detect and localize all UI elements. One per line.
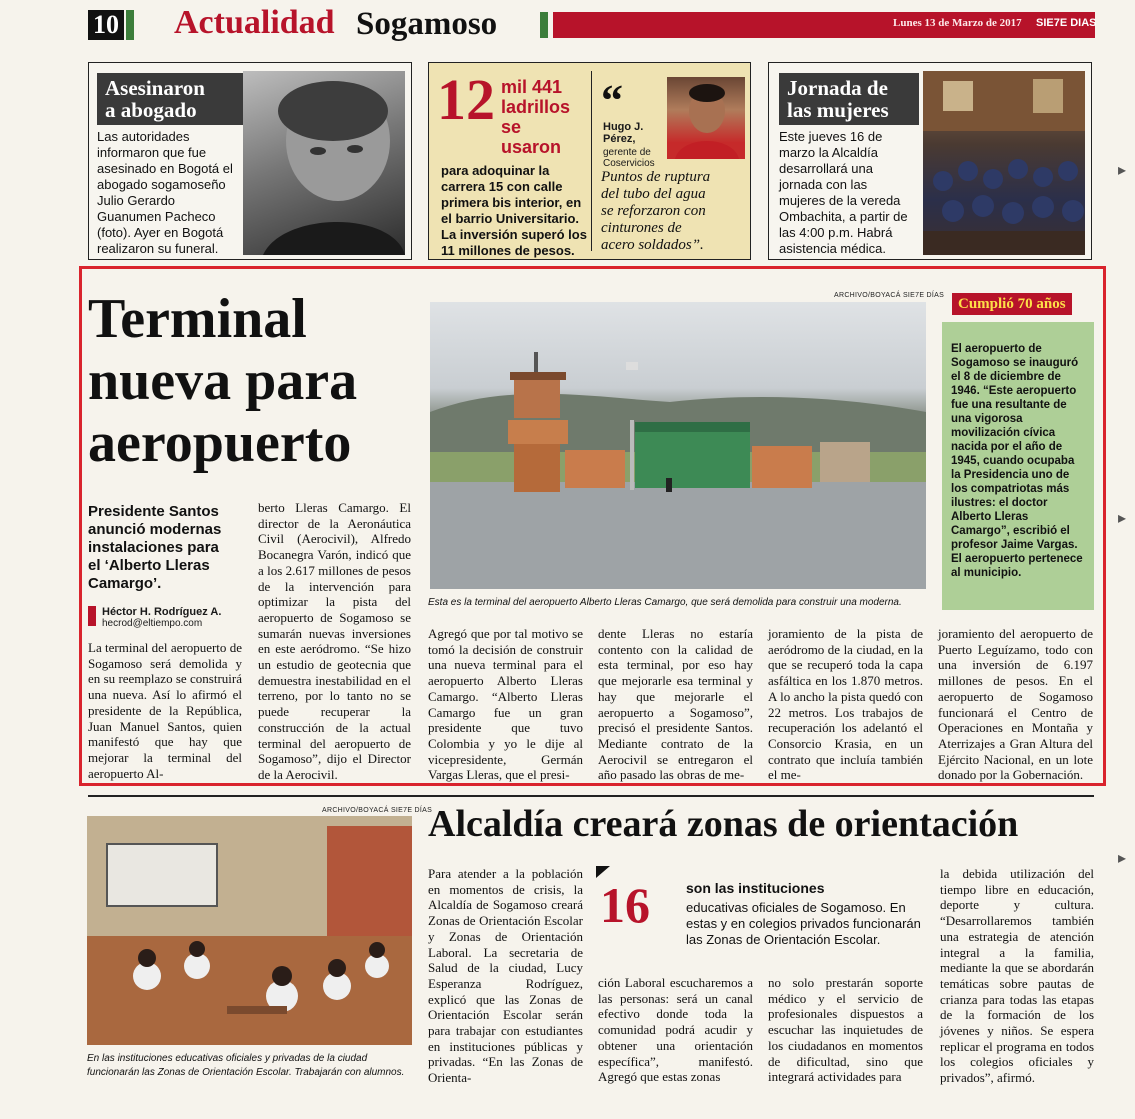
text-line: al municipio. bbox=[951, 567, 1022, 579]
sidebar-text bbox=[951, 342, 1091, 580]
text-line: los compatriotas más bbox=[951, 483, 1070, 495]
text-line: realizaron su funeral. bbox=[97, 241, 219, 256]
portrait-illustration bbox=[243, 71, 405, 255]
text-line: movilización cívica bbox=[951, 427, 1056, 439]
text-line: El aeropuerto de bbox=[951, 343, 1042, 355]
subhead-line: instalaciones para bbox=[88, 539, 219, 556]
text-line: jornada con las bbox=[779, 177, 868, 192]
photo-caption-line: funcionarán las Zonas de Orientación Escolar. Trabajarán con alumnos. bbox=[87, 1067, 405, 1078]
text-line: usaron bbox=[501, 137, 562, 157]
text-line: Camargo”, escribió el bbox=[951, 525, 1070, 537]
newspaper-name: SIE7E DIAS bbox=[1036, 17, 1097, 29]
stat-text bbox=[686, 900, 922, 948]
quote-person-role bbox=[603, 147, 655, 169]
text-line: las 4:00 p.m. Habrá bbox=[779, 225, 893, 240]
classroom-illustration bbox=[87, 816, 412, 1045]
text-line: mujeres de la vereda bbox=[779, 193, 901, 208]
text-line: Hugo J. bbox=[603, 121, 644, 133]
text-line: se reforzaron con bbox=[601, 203, 706, 219]
brick-number: 12 bbox=[437, 67, 495, 132]
news-brief-murder bbox=[88, 62, 412, 260]
text-line: las Zonas de Orientación Escolar. bbox=[686, 932, 881, 947]
text-line: marzo la Alcaldía bbox=[779, 145, 878, 160]
text-line: Coservicios bbox=[603, 158, 655, 169]
text-line: El aeropuerto pertenece bbox=[951, 553, 1083, 565]
text-line: Puntos de ruptura bbox=[601, 169, 711, 185]
text-line: 1945, cuando ocupaba bbox=[951, 455, 1075, 467]
chevron-right-icon[interactable]: ▸ bbox=[1118, 508, 1127, 527]
text-line: acero soldados”. bbox=[601, 237, 704, 253]
quote-mark: “ bbox=[601, 76, 623, 125]
second-column-4: la debida utilización del tiempo libre en educación, deporte y cultura. “Desarrollaremos también una estrategia de atención integral a la familia, mediante la que se abordarán temáticas sobre pautas de crianza para todas las etapas de la formación de los jóvenes y niños. Se espera replicar el programa en todos los colegios oficiales y privados”, afirmó. bbox=[940, 866, 1094, 1086]
text-line: desarrollará una bbox=[779, 161, 873, 176]
crowd-illustration bbox=[923, 71, 1085, 255]
text-line: ladrillos bbox=[501, 97, 571, 117]
text-line: carrera 15 con calle bbox=[441, 179, 563, 194]
brick-number-text bbox=[501, 77, 570, 157]
news-brief-bricks bbox=[428, 62, 751, 260]
sidebar-tag: Cumplió 70 años bbox=[952, 293, 1072, 315]
manager-photo bbox=[667, 77, 745, 159]
text-line: 1946. “Este aeropuerto bbox=[951, 385, 1077, 397]
text-line: educativas oficiales de Sogamoso. En bbox=[686, 900, 906, 915]
headline-line: aeropuerto bbox=[88, 412, 352, 474]
main-headline bbox=[88, 288, 428, 474]
subhead-line: Presidente Santos bbox=[88, 503, 219, 520]
classroom-photo bbox=[87, 816, 412, 1045]
text-line: informaron que fue bbox=[97, 145, 207, 160]
text-line: fue una resultante de bbox=[951, 399, 1067, 411]
page-number: 10 bbox=[88, 10, 124, 40]
stat-number: 16 bbox=[600, 877, 650, 933]
section-title: Actualidad bbox=[174, 4, 335, 41]
article-column-1: La terminal del aeropuerto de Sogamoso será demolida y en su reemplazo se construirá una nueva. Así lo afirmó el presidente de la República, Juan Manuel Santos, quien manifestó que hay que mejorar la terminal del aeropuerto Al- bbox=[88, 640, 242, 781]
article-column-4: dente Lleras no estaría contento con la calidad de esta terminal, por eso hay que mejorarle esa terminal y hay que mejorarle el aeropuerto a Sogamoso”, precisó el presidente Santos. Mediante contrato de la Aerocivil se entregaron el año pasado las obras de me- bbox=[598, 626, 753, 783]
subhead-line: anunció modernas bbox=[88, 521, 222, 538]
airport-illustration bbox=[430, 302, 926, 589]
header-accent-bar bbox=[540, 12, 548, 38]
main-subhead bbox=[88, 503, 248, 593]
section-divider bbox=[88, 795, 1094, 797]
text-line: asistencia médica. bbox=[779, 241, 886, 256]
lawyer-photo bbox=[243, 71, 405, 255]
text-line: Alberto Lleras bbox=[951, 511, 1029, 523]
text-line: Las autoridades bbox=[97, 129, 190, 144]
text-line: Sogamoso se inauguró bbox=[951, 357, 1079, 369]
photo-caption-line: En las instituciones educativas oficiales y privadas de la ciudad bbox=[87, 1053, 368, 1064]
quote-text bbox=[601, 169, 747, 254]
author-accent bbox=[88, 606, 96, 626]
brick-text bbox=[441, 163, 591, 259]
photo-credit: ARCHIVO/BOYACÁ SIE7E DÍAS bbox=[834, 292, 945, 299]
second-column-2: ción Laboral escucharemos a las personas: será un canal efectivo donde toda la comunidad podrá acudir y obtener una orientación específica”, manifestó. Agregó que estas zonas bbox=[598, 975, 753, 1085]
brief-title bbox=[97, 73, 247, 125]
text-line: profesor Jaime Vargas. bbox=[951, 539, 1078, 551]
brief-text bbox=[97, 129, 243, 257]
text-line: Pérez, bbox=[603, 133, 636, 145]
second-headline: Alcaldía creará zonas de orientación bbox=[428, 803, 1019, 845]
article-column-6: joramiento del aeropuerto de Puerto Leguízamo, todo con una inversión de 6.197 millones de pesos. En el aeropuerto de Sogamoso funcionará el Centro de Operaciones en Montaña y Aterrizajes a Gran Altura del Ejército Nacional, en un lote donado por la Gobernación. bbox=[938, 626, 1093, 783]
text-line: Guanumen Pacheco bbox=[97, 209, 216, 224]
author-email[interactable]: hecrod@eltiempo.com bbox=[102, 618, 203, 629]
text-line: 11 millones de pesos. bbox=[441, 243, 575, 258]
stat-box bbox=[598, 866, 922, 962]
text-line: del tubo del agua bbox=[601, 186, 706, 202]
brief-title-line: Jornada de bbox=[787, 76, 888, 100]
text-line: una vigorosa bbox=[951, 413, 1023, 425]
subhead-line: el ‘Alberto Lleras bbox=[88, 557, 210, 574]
second-column-3: no solo prestarán soporte médico y el servicio de profesionales dispuestos a escuchar las inquietudes de los ciudadanos en momentos de dificultad, sino que integrará actividades para bbox=[768, 975, 923, 1085]
sidebar-box bbox=[942, 322, 1094, 610]
text-line: La inversión superó los bbox=[441, 227, 587, 242]
article-column-2: berto Lleras Camargo. El director de la Aeronáutica Civil (Aerocivil), Alfredo Bocanegra Varón, indicó que a los 2.617 millones de pesos de la intervención para optimizar la pista del aeropuerto de Sogamoso se sumarán nuevas inversiones en este aeródromo. “Se hizo un estudio de geotecnia que demuestra inestabilidad en el terreno, por lo tanto no se puede recuperar la construcción de la actual terminal del aeropuerto de Sogamoso”, dijo el Director de la Aerocivil. bbox=[258, 500, 411, 782]
chevron-right-icon[interactable]: ▸ bbox=[1118, 160, 1127, 179]
headline-line: nueva para bbox=[88, 350, 358, 412]
second-column-1: Para atender a la población en momentos de crisis, la Alcaldía de Sogamoso creará Zonas de Orientación Escolar y Zonas de Orientación Laboral. La secretaria de Salud de la ciudad, Lucy Esperanza Rodríguez, explicó que las Zonas de Orientación Escolar serán para trabajar con estudiantes en instituciones públicas y privadas. “En las Zonas de Orienta- bbox=[428, 866, 583, 1086]
stat-title: son las instituciones bbox=[686, 880, 825, 896]
text-line: el 8 de diciembre de bbox=[951, 371, 1061, 383]
airport-terminal-photo bbox=[430, 302, 926, 589]
column-divider bbox=[591, 71, 592, 251]
headline-line: Terminal bbox=[88, 288, 307, 350]
women-event-photo bbox=[923, 71, 1085, 255]
text-line: la Presidencia uno de bbox=[951, 469, 1070, 481]
article-column-3: Agregó que por tal motivo se tomó la decisión de construir una nueva terminal para el aeropuerto Alberto Lleras Camargo. “Alberto Lleras Camargo fue un gran presidente que tuvo Colombia y yo le dije al vicepresidente, Germán Vargas Lleras, que el presi- bbox=[428, 626, 583, 783]
photo-caption: Esta es la terminal del aeropuerto Alberto Lleras Camargo, que será demolida para construir una moderna. bbox=[428, 597, 902, 608]
text-line: ilustres: el doctor bbox=[951, 497, 1048, 509]
brief-title bbox=[779, 73, 919, 125]
brief-title-line: a abogado bbox=[105, 98, 197, 122]
photo-credit: ARCHIVO/BOYACÁ SIE7E DÍAS bbox=[322, 807, 433, 814]
section-city: Sogamoso bbox=[356, 6, 498, 42]
quote-person bbox=[603, 121, 643, 145]
text-line: se bbox=[501, 117, 522, 137]
text-line: asesinado en Bogotá el bbox=[97, 161, 233, 176]
article-column-5: joramiento de la pista de aeródromo de la ciudad, en la que se recuperó toda la capa asfáltica en los 1.870 metros. A lo ancho la pista quedó con 22 metros. Los trabajos de recuperación los adelantó el Consorcio Krasia, en un contrato que incluía también el me- bbox=[768, 626, 923, 783]
subhead-line: Camargo’. bbox=[88, 575, 162, 592]
page-number-accent bbox=[126, 10, 134, 40]
text-line: primera bis interior, en bbox=[441, 195, 582, 210]
portrait-illustration bbox=[667, 77, 745, 159]
author-name: Héctor H. Rodríguez A. bbox=[102, 606, 222, 618]
text-line: gerente de bbox=[603, 147, 651, 158]
text-line: cinturones de bbox=[601, 220, 682, 236]
text-line: Ombachita, a partir de bbox=[779, 209, 908, 224]
brief-title-line: las mujeres bbox=[787, 98, 889, 122]
news-brief-women bbox=[768, 62, 1092, 260]
text-line: mil 441 bbox=[501, 77, 563, 97]
issue-date: Lunes 13 de Marzo de 2017 bbox=[893, 17, 1022, 29]
brief-text bbox=[779, 129, 925, 257]
text-line: para adoquinar la bbox=[441, 163, 550, 178]
text-line: abogado sogamoseño bbox=[97, 177, 226, 192]
text-line: Este jueves 16 de bbox=[779, 129, 883, 144]
brief-title-line: Asesinaron bbox=[105, 76, 205, 100]
text-line: el barrio Universitario. bbox=[441, 211, 579, 226]
text-line: (foto). Ayer en Bogotá bbox=[97, 225, 224, 240]
text-line: estas y en colegios privados funcionarán bbox=[686, 916, 921, 931]
text-line: Julio Gerardo bbox=[97, 193, 176, 208]
chevron-right-icon[interactable]: ▸ bbox=[1118, 848, 1127, 867]
text-line: nacida por el año de bbox=[951, 441, 1063, 453]
